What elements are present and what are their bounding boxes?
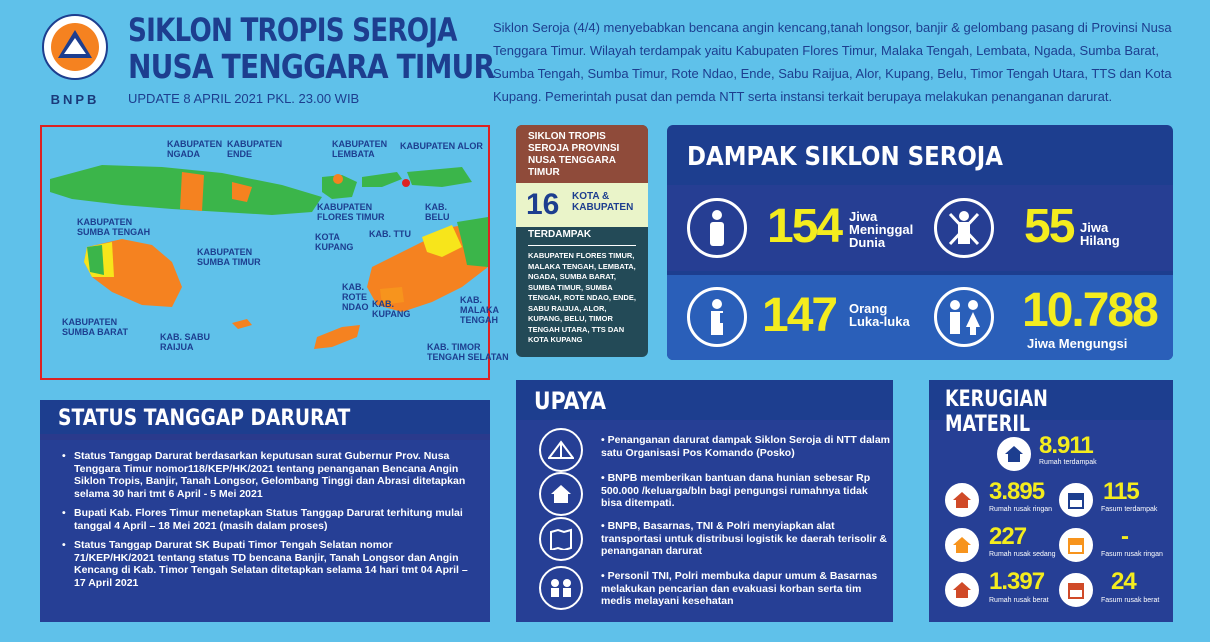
fasum-terdampak-label: Fasum terdampak [1101,506,1158,513]
ntt-map [40,125,509,380]
hilang-value: 55 [1024,200,1074,253]
page-title: SIKLON TROPIS SEROJA [128,11,457,49]
house-flood-icon [997,437,1031,471]
meninggal-label: Jiwa Meninggal Dunia [849,209,914,250]
kerugian-panel [929,380,1173,622]
label-sumba-barat: KABUPATEN SUMBA BARAT [62,317,128,337]
status-item: • Bupati Kab. Flores Timur menetapkan Status Tanggap Darurat terhitung mulai tanggal 4 April – 18 Mei 2021 (masih dalam proses) [62,507,474,532]
fasum-ringan-label: Fasum rusak ringan [1101,551,1163,558]
summary-terdampak: TERDAMPAK [528,229,592,240]
label-kota-kupang: KOTA KUPANG [315,232,354,252]
upaya-item: • Penanganan darurat dampak Siklon Seroja di NTT dalam satu Organisasi Pos Komando (Posko) [601,434,890,459]
fasum-terdampak-value: 115 [1103,478,1139,505]
rumah-ringan-value: 3.895 [989,478,1045,505]
meninggal-value: 154 [767,200,842,253]
summary-list: KABUPATEN FLORES TIMUR, MALAKA TENGAH, LEMBATA, NGADA, SUMBA BARAT, SUMBA TIMUR, SUMBA TENGAH, ROTE NDAO, ENDE, SABU RAIJUA, ALOR, KUPANG, BELU, TIMOR TENGAH UTARA, TTS DAN KOTA KUPANG [528,251,636,344]
bnpb-logo [40,12,110,92]
fasum-ringan-value: - [1121,523,1128,550]
injured-icon [687,287,747,347]
house-damage-icon [945,573,979,607]
fasum-berat-label: Fasum rusak berat [1101,597,1160,604]
mengungsi-label: Jiwa Mengungsi [1027,336,1128,351]
mengungsi-value: 10.788 [1022,284,1157,337]
label-malaka: KAB. MALAKA TENGAH [460,295,499,325]
status-body [40,440,490,622]
logo-text: BNPB [50,92,100,107]
personnel-icon [539,566,583,610]
label-sumba-tengah: KABUPATEN SUMBA TENGAH [77,217,151,237]
label-kupang: KAB. KUPANG [372,299,411,319]
dampak-row [667,275,1173,360]
map-icon [539,517,583,561]
missing-person-icon [934,198,994,258]
update-timestamp: UPDATE 8 APRIL 2021 PKL. 23.00 WIB [128,91,360,106]
rumah-terdampak-value: 8.911 [1039,432,1093,459]
dampak-row [667,185,1173,271]
label-alor: KABUPATEN ALOR [400,141,483,151]
rumah-sedang-value: 227 [989,523,1027,550]
refugees-icon [934,287,994,347]
house-damage-icon [945,528,979,562]
house-damage-icon [945,483,979,517]
divider [528,245,636,246]
intro-paragraph: Siklon Seroja (4/4) menyebabkan bencana angin kencang,tanah longsor, banjir & gelombang pasang di Provinsi Nusa Tenggara Timur. Wilayah terdampak yaitu Kabupaten Flores Timur, Malaka Tengah, Lembata, Ngada, Sumba Barat, Sumba Tengah, Sumba Timur, Rote Ndao, Ende, Sabu Raijua, Alor, Kupang, Belu, Timor Tengah Utara, TTS dan Kota Kupang. Pemerintah pusat dan pemda NTT serta instansi terkait berupaya melakukan penanganan darurat. [493,20,1172,104]
dampak-panel [667,125,1173,360]
house-icon [539,472,583,516]
map-graphic [42,127,488,378]
rumah-terdampak-label: Rumah terdampak [1039,459,1097,466]
summary-count-box [516,183,648,227]
label-ngada: KABUPATEN NGADA [167,139,223,159]
dampak-title: DAMPAK SIKLON SEROJA [687,142,1003,172]
luka-label: Orang Luka-luka [849,301,910,329]
shop-icon [1059,528,1093,562]
shop-icon [1059,483,1093,517]
page-subtitle: NUSA TENGGARA TIMUR [128,47,495,86]
label-sumba-timur: KABUPATEN SUMBA TIMUR [197,247,261,267]
status-panel [40,400,490,622]
label-ttu: KAB. TTU [369,229,411,239]
kerugian-title: KERUGIAN MATERIL [929,380,1173,420]
label-flores-timur: KABUPATEN FLORES TIMUR [317,202,385,222]
rumah-berat-label: Rumah rusak berat [989,597,1049,604]
hilang-label: Jiwa Hilang [1080,220,1120,248]
rumah-sedang-label: Rumah rusak sedang [989,551,1056,558]
label-sabu: KAB. SABU RAIJUA [160,332,211,352]
label-lembata: KABUPATEN LEMBATA [332,139,388,159]
shop-icon [1059,573,1093,607]
tent-icon [539,428,583,472]
label-tts: KAB. TIMOR TENGAH SELATAN [427,342,509,362]
summary-count-label: KOTA & KABUPATEN [572,191,634,213]
upaya-item: • BNPB memberikan bantuan dana hunian sebesar Rp 500.000 /keluarga/bln bagi pengungsi rumahnya tidak bisa ditempati. [601,472,871,509]
label-ende: KABUPATEN ENDE [227,139,283,159]
status-item: • Status Tanggap Darurat SK Bupati Timor Tengah Selatan nomor 71/KEP/HK/2021 tentang status TD bencana Banjir, Tanah Longsor dan Angin Kencang di Kab. Timor Tengah Selatan ditetapkan selama 14 hari tmt 04 April – 17 April 2021 [62,539,474,589]
label-belu: KAB. BELU [425,202,450,222]
upaya-item: • BNPB, Basarnas, TNI & Polri menyiapkan alat transportasi untuk distribusi logistik ke daerah terisolir & penanganan darurat [601,520,887,557]
rumah-berat-value: 1.397 [989,568,1045,595]
fasum-berat-value: 24 [1111,568,1136,595]
summary-count: 16 [526,188,560,221]
summary-heading: SIKLON TROPIS SEROJA PROVINSI NUSA TENGGARA TIMUR [516,125,648,183]
label-rote: KAB. ROTE NDAO [342,282,369,312]
status-title: STATUS TANGGAP DARURAT [40,400,490,434]
rumah-ringan-label: Rumah rusak ringan [989,506,1053,513]
luka-value: 147 [762,289,837,342]
deceased-icon [687,198,747,258]
summary-card [516,125,648,357]
upaya-item: • Personil TNI, Polri membuka dapur umum & Basarnas melakukan pencarian dan evakuasi korban serta tim medis melayani kesehatan [601,570,878,607]
upaya-panel [516,380,893,622]
upaya-title: UPAYA [516,380,893,420]
status-item: • Status Tanggap Darurat berdasarkan keputusan surat Gubernur Prov. Nusa Tenggara Timur nomor118/KEP/HK/2021 tentang penanganan Bencana Angin Siklon Tropis, Banjir, Tanah Longsor, Gelombang Tinggi dan Abrasi ditetapkan selama 30 hari tmt 6 April - 5 Mei 2021 [62,450,474,500]
